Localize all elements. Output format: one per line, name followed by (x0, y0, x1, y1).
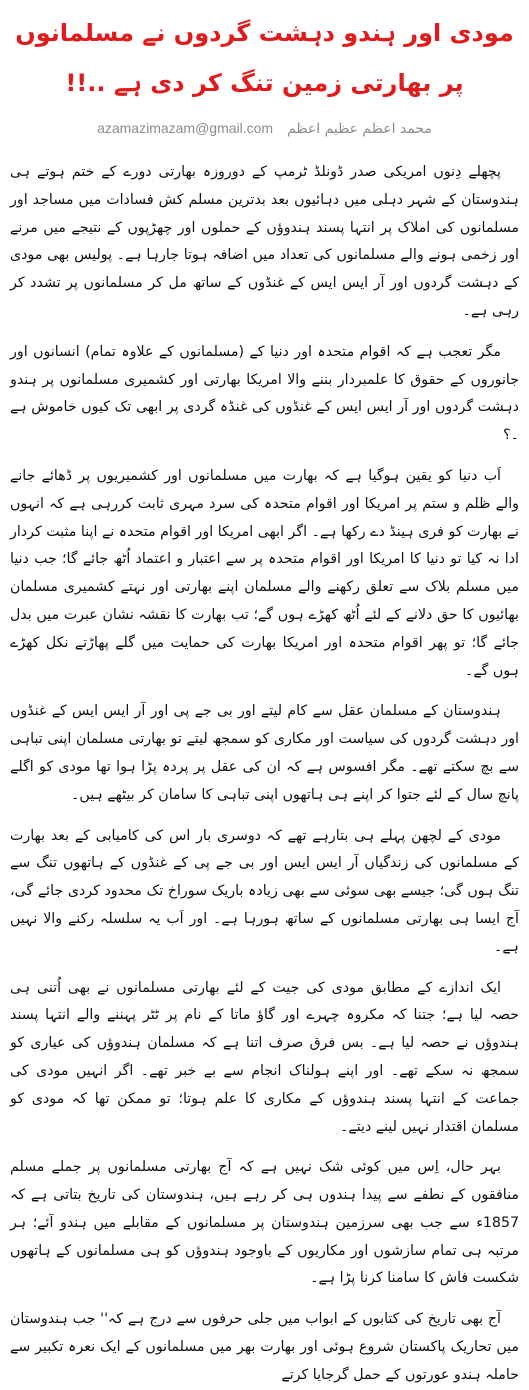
paragraph-4: ہندوستان کے مسلمان عقل سے کام لیتے اور بی جے پی اور آر ایس ایس کے غنڈوں اور دہشت گردوں کی سیاست اور مکاری کو سمجھ لیتے تو بھارتی مسلمان اپنی تباہی سے بچ سکتے تھے۔ مگر افسوس ہے کہ ان کی عقل پر پردہ پڑا ہوا تھا مودی کو اگلے پانچ سال کے لئے جتوا کر اپنے ہی ہاتھوں اپنی تباہی کا سامان کر بیٹھے ہیں۔ (10, 703, 519, 803)
paragraph-7: بہر حال، اِس میں کوئی شک نہیں ہے کہ آج بھارتی مسلمانوں پر جملے مسلم منافقوں کے نطفے سے پیدا ہندوں ہی کر رہے ہیں، ہندوستان کی تاریخ بتاتی ہے کہ 1857ء سے جب بھی سرزمین ہندوستان پر مسلمانوں کے مقابلے میں ہندو آئے؛ ہر مرتبہ ہی تمام سازشوں اور مکاریوں کے باوجود ہندوؤں کو ہی مسلمانوں کے ہاتھوں شکست فاش کا سامنا کرنا پڑا ہے۔ (10, 1159, 519, 1287)
author-name: محمد اعظم عظیم اعظم (287, 121, 432, 137)
article-body (10, 159, 519, 1390)
article-title: مودی اور ہندو دہشت گردوں نے مسلمانوں پر بھارتی زمین تنگ کر دی ہے ..!! (15, 19, 514, 97)
paragraph-8: آج بھی تاریخ کی کتابوں کے ابواب میں جلی حرفوں سے درج ہے کہ'' جب ہندوستان میں تحاریک پاکستان شروع ہوئی اور بھارت بھر میں مسلمانوں کے ایک نعرہ تکبیر سے حاملہ ہندو عورتوں کے حمل گرجایا کرتے (10, 1311, 519, 1383)
paragraph-1: پچھلے دِنوں امریکی صدر ڈونلڈ ٹرمپ کے دوروزہ بھارتی دورے کے ختم ہوتے ہی ہندوستان کے شہر دہلی میں دہائیوں بعد بدترین مسلم کش فسادات میں مساجد اور مسلمانوں کی املاک پر انتہا پسند ہندوؤں کے حملوں اور چھڑپوں کے نتیجے میں مرنے اور زخمی ہونے والے مسلمانوں کی تعداد میں اضافہ ہوتا جارہا ہے۔ پولیس بھی مودی کے دہشت گردوں اور آر ایس ایس کے غنڈوں کے ساتھ مل کر مسلمانوں پر تشدد کر رہی ہے۔ (10, 164, 519, 319)
paragraph-3: اَب دنیا کو یقین ہوگیا ہے کہ بھارت میں مسلمانوں اور کشمیریوں پر ڈھائے جانے والے ظلم و ستم پر امریکا اور اقوام متحدہ کی سرد مہری ثابت کررہی ہے کہ انہوں نے بھارت کو فری ہینڈ دے رکھا ہے۔ اگر ابھی امریکا اور اقوام متحدہ نے اپنا مثبت کردار ادا نہ کیا تو دنیا کا امریکا اور اقوام متحدہ پر سے اعتبار و اعتماد اُٹھ جائے گا؛ جب دنیا میں مسلم بلاک سے تعلق رکھنے والے مسلمان اپنے بھارتی اور نہتے کشمیری مسلمان بھائیوں کا حق دلانے کے لئے اُٹھ کھڑے ہوں گے؛ تب بھارت کا نقشہ نشان عبرت میں بدل جائے گا؛ تو پھر اقوام متحدہ اور امریکا بھارت کی حمایت میں گلے پھاڑتے نکل کھڑے ہوں گے۔ (10, 467, 519, 679)
paragraph-6: ایک اندازے کے مطابق مودی کی جیت کے لئے بھارتی مسلمانوں نے بھی اُتنی ہی حصہ لیا ہے؛ جتنا کہ مکروہ چہرے اور گاؤ ماتا کے نام پر ٹٹر پہننے والے انتہا پسند ہندوؤں نے حصہ لیا ہے۔ بس فرق صرف اتنا ہے کہ مسلمان ہندوؤں کی عیاری کو سمجھ نہ سکے تھے۔ اور اپنے ہولناک انجام سے بے خبر تھے۔ اگر انہیں مودی کی جماعت کے انتہا پسند ہندوؤں کے مکاری کا علم ہوتا؛ تو ممکن تھا کہ مودی کو مسلمان اقتدار نہیں لینے دیتے۔ (10, 979, 519, 1135)
author-email[interactable]: azamazimazam@gmail.com (97, 120, 274, 136)
paragraph-2: مگر تعجب ہے کہ اقوام متحدہ اور دنیا کے (مسلمانوں کے علاوہ تمام) انسانوں اور جانوروں کے حقوق کا علمبردار بننے والا امریکا بھارتی اور کشمیری مسلمانوں پر ہندو دہشت گردوں اور آر ایس ایس کے غنڈوں کی غنڈہ گردی پر ابھی تک کیوں خاموش ہے ۔؟ (10, 343, 519, 444)
paragraph-5: مودی کے لچھن پہلے ہی بتارہے تھے کہ دوسری بار اس کی کامیابی کے بعد بھارت کے مسلمانوں کی زندگیاں آر ایس ایس اور بی جے پی کے غنڈوں کے ہاتھوں تنگ سے تنگ ہوں گی؛ جیسے بھی سوئی سے بھی زیادہ باریک سوراخ تک محدود کردی جائے گی، آج ایسا ہی بھارتی مسلمانوں کے ساتھ ہورہا ہے۔ اور اَب یہ سلسلہ رکنے والا نہیں ہے۔ (10, 827, 519, 955)
byline (10, 120, 519, 137)
